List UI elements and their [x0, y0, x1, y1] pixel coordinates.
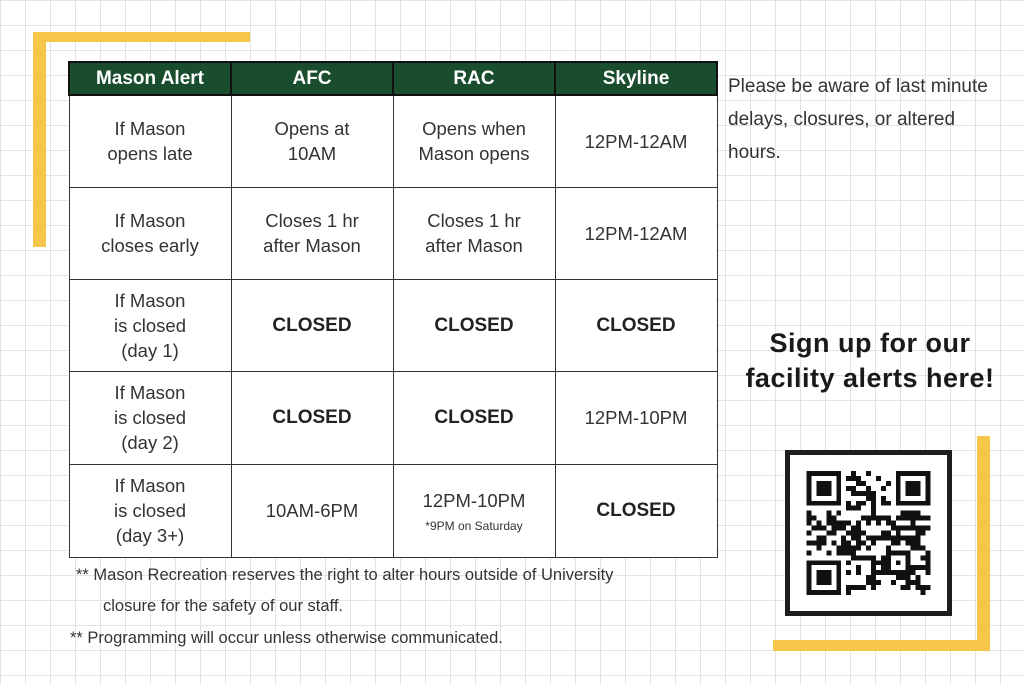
- row-label-text: If Mason is closed (day 2): [114, 382, 186, 453]
- yellow-frame-top: [33, 32, 250, 42]
- footnote-1-continued: closure for the safety of our staff.: [103, 597, 343, 615]
- row-label: [69, 279, 231, 371]
- table-row: [69, 279, 717, 371]
- table-body: [69, 95, 717, 557]
- afc-cell: [231, 464, 393, 557]
- header-mason-alert: Mason Alert: [69, 62, 231, 95]
- row-label-text: If Mason opens late: [107, 118, 193, 165]
- rac-cell-text: Closes 1 hr after Mason: [425, 210, 523, 256]
- qr-code[interactable]: [785, 450, 952, 616]
- table-row: [69, 187, 717, 279]
- header-afc: AFC: [231, 62, 393, 95]
- skyline-cell: [555, 95, 717, 187]
- skyline-cell-text: CLOSED: [596, 314, 676, 336]
- skyline-cell-text: 12PM-12AM: [584, 130, 688, 152]
- rac-cell: [393, 187, 555, 279]
- afc-cell: [231, 371, 393, 464]
- afc-cell-text: Opens at 10AM: [274, 118, 350, 165]
- rac-cell: [393, 95, 555, 187]
- row-label-text: If Mason is closed (day 1): [114, 289, 186, 361]
- afc-cell: [231, 95, 393, 187]
- skyline-cell-text: CLOSED: [596, 500, 676, 521]
- skyline-cell: [555, 371, 717, 464]
- qr-code-icon: [806, 471, 931, 595]
- afc-cell-text: Closes 1 hr after Mason: [263, 210, 361, 256]
- rac-cell-note: *9PM on Saturday: [425, 519, 523, 533]
- table-row: [69, 371, 717, 464]
- rac-cell-text: Opens when Mason opens: [418, 118, 530, 165]
- rac-cell-text: CLOSED: [434, 407, 514, 428]
- yellow-frame-bottom: [773, 640, 990, 651]
- afc-cell-text: CLOSED: [272, 314, 352, 336]
- afc-cell: [231, 187, 393, 279]
- row-label: [69, 464, 231, 557]
- footnote-1: ** Mason Recreation reserves the right to alter hours outside of University: [76, 566, 614, 584]
- row-label: [69, 95, 231, 187]
- afc-cell-text: 10AM-6PM: [265, 500, 359, 521]
- yellow-frame-left: [33, 32, 46, 247]
- notice-text: Please be aware of last minute delays, closures, or altered hours.: [728, 76, 988, 163]
- row-label-text: If Mason is closed (day 3+): [114, 475, 186, 546]
- skyline-cell-text: 12PM-12AM: [584, 222, 688, 244]
- table-header-row: [69, 62, 717, 95]
- row-label: [69, 187, 231, 279]
- afc-cell-text: CLOSED: [272, 407, 352, 428]
- skyline-cell-text: 12PM-10PM: [584, 407, 688, 428]
- table-row: [69, 464, 717, 557]
- row-label-text: If Mason closes early: [101, 210, 199, 256]
- header-rac: RAC: [393, 62, 555, 95]
- rac-cell: [393, 279, 555, 371]
- rac-cell: [393, 464, 555, 557]
- skyline-cell: [555, 187, 717, 279]
- yellow-frame-right: [977, 436, 990, 651]
- skyline-cell: [555, 464, 717, 557]
- rac-cell-text: 12PM-10PM: [422, 490, 526, 511]
- row-label: [69, 371, 231, 464]
- table-row: [69, 95, 717, 187]
- skyline-cell: [555, 279, 717, 371]
- hours-table: [68, 61, 718, 558]
- rac-cell: [393, 371, 555, 464]
- rac-cell-text: CLOSED: [434, 314, 514, 336]
- footnote-2: ** Programming will occur unless otherwise communicated.: [70, 629, 503, 647]
- afc-cell: [231, 279, 393, 371]
- header-skyline: Skyline: [555, 62, 717, 95]
- signup-heading: Sign up for our facility alerts here!: [745, 328, 995, 393]
